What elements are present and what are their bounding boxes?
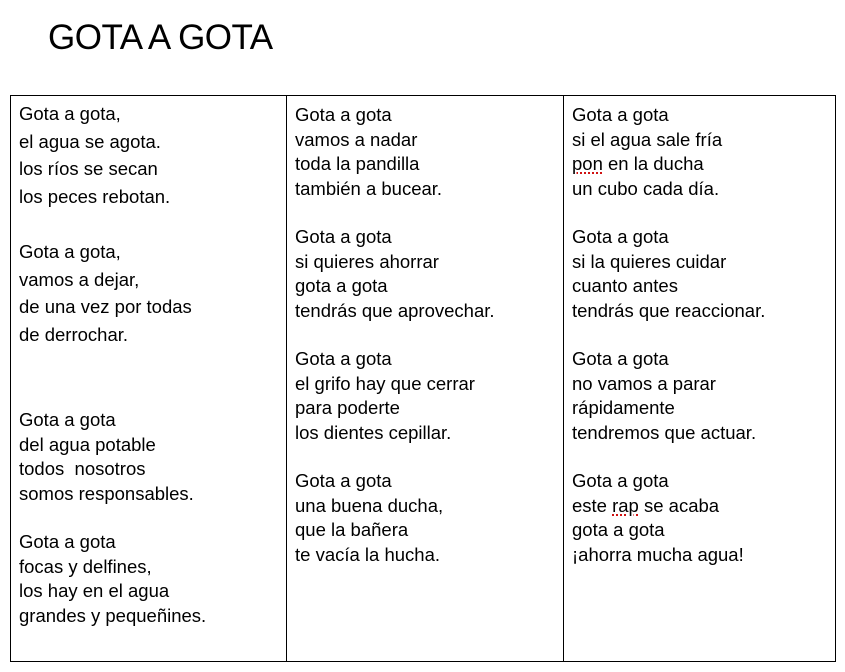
stanza — [572, 469, 744, 567]
verse-line: vamos a nadar — [295, 128, 418, 150]
verse-line: todos nosotros — [19, 458, 146, 479]
verse-line: Gota a gota, — [19, 103, 121, 124]
verse-line: si la quieres cuidar — [572, 250, 727, 272]
verse-line: los ríos se secan — [19, 158, 158, 179]
verse-line: del agua potable — [19, 433, 156, 455]
stanza — [19, 238, 192, 348]
verse-line: vamos a dejar, — [19, 268, 140, 290]
verse-line: tendrás que aprovechar. — [295, 299, 495, 321]
stanza — [19, 408, 194, 506]
verse-line-rest: se acaba — [638, 494, 720, 516]
verse-line-rest: en la ducha — [602, 153, 704, 174]
verse-line — [572, 494, 744, 519]
verse-line: somos responsables. — [19, 482, 194, 504]
verse-line: Gota a gota — [572, 104, 669, 125]
verse-line: de derrochar. — [19, 323, 129, 345]
verse-line: Gota a gota — [572, 226, 669, 247]
poem-column-3 — [564, 96, 835, 661]
verse-line: no vamos a parar — [572, 372, 716, 394]
stanza — [295, 469, 443, 567]
verse-line: cuanto antes — [572, 275, 678, 296]
stanza — [295, 347, 475, 445]
verse-line: rápidamente — [572, 397, 675, 418]
verse-line: para poderte — [295, 397, 400, 418]
poem-column-1 — [11, 96, 287, 661]
verse-line: Gota a gota — [572, 348, 669, 369]
verse-line: los dientes cepillar. — [295, 421, 452, 443]
verse-line: tendrás que reaccionar. — [572, 299, 766, 321]
verse-line: tendremos que actuar. — [572, 421, 757, 443]
verse-line: gota a gota — [572, 519, 665, 540]
verse-line: los peces rebotan. — [19, 185, 171, 207]
verse-line: toda la pandilla — [295, 153, 420, 174]
verse-line: el agua se agota. — [19, 130, 161, 152]
verse-line: Gota a gota — [295, 470, 392, 491]
stanza — [572, 347, 756, 445]
stanza — [19, 100, 170, 210]
verse-line: el grifo hay que cerrar — [295, 372, 475, 394]
verse-line: grandes y pequeñines. — [19, 604, 207, 626]
verse-line-start: este — [572, 494, 613, 516]
verse-line: Gota a gota — [295, 348, 392, 369]
verse-line: los hay en el agua — [19, 580, 170, 601]
stanza — [572, 225, 765, 323]
spellcheck-underline[interactable]: rap — [612, 494, 639, 516]
poem-column-2 — [287, 96, 564, 661]
verse-line: focas y delfines, — [19, 555, 152, 577]
verse-line: Gota a gota — [19, 531, 116, 552]
verse-line: que la bañera — [295, 519, 409, 540]
verse-line: un cubo cada día. — [572, 177, 720, 199]
verse-line: una buena ducha, — [295, 494, 444, 516]
stanza — [572, 103, 722, 201]
verse-line: Gota a gota — [572, 470, 669, 491]
verse-line: si el agua sale fría — [572, 128, 723, 150]
stanza — [295, 225, 495, 323]
spellcheck-underline[interactable]: pon — [572, 153, 603, 174]
verse-line: ¡ahorra mucha agua! — [572, 543, 744, 565]
verse-line: Gota a gota — [19, 409, 116, 430]
verse-line: Gota a gota, — [19, 241, 121, 262]
verse-line: gota a gota — [295, 275, 388, 296]
stanza — [19, 530, 206, 628]
verse-line: también a bucear. — [295, 177, 443, 199]
stanza — [295, 103, 442, 201]
page-title: GOTA A GOTA — [48, 18, 273, 57]
poem-table — [10, 95, 836, 662]
verse-line — [572, 152, 722, 177]
verse-line: te vacía la hucha. — [295, 543, 441, 565]
verse-line: Gota a gota — [295, 226, 392, 247]
verse-line: si quieres ahorrar — [295, 250, 439, 272]
verse-line: Gota a gota — [295, 104, 392, 125]
verse-line: de una vez por todas — [19, 296, 192, 317]
